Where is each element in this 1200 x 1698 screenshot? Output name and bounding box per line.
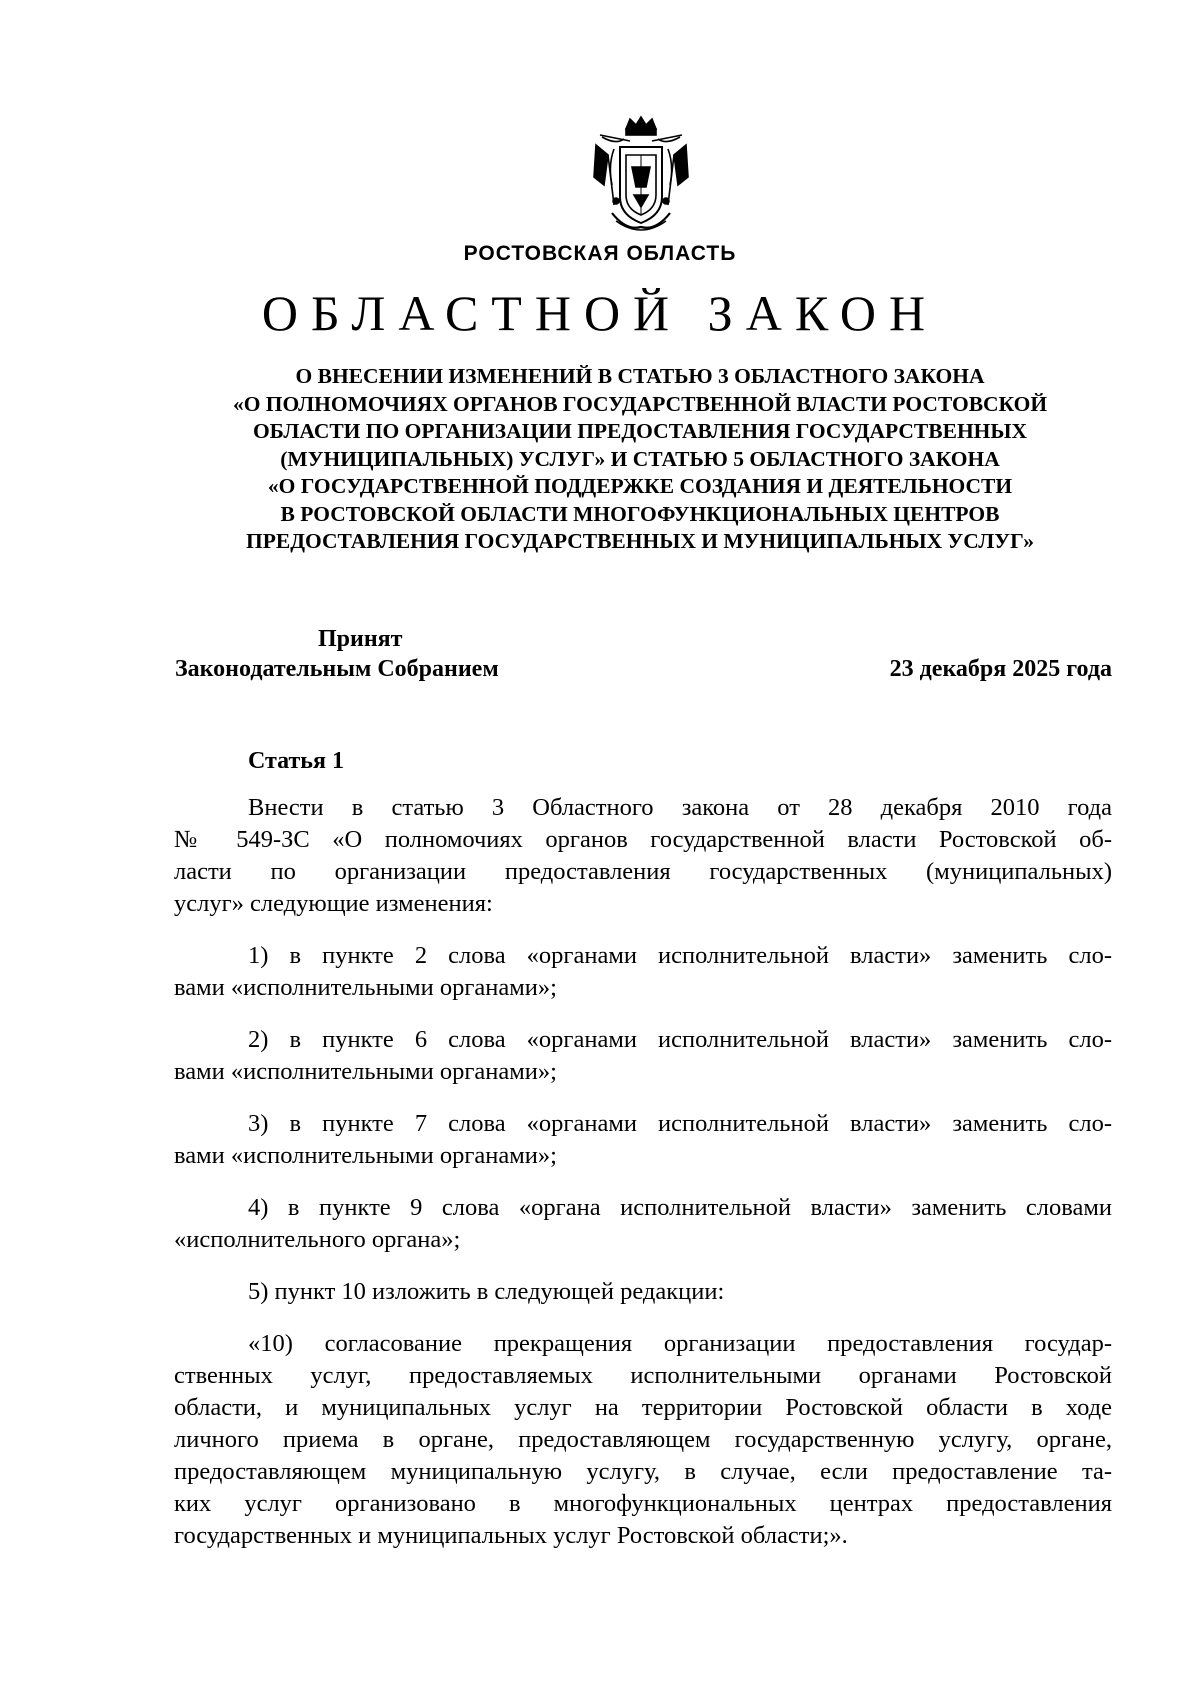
article-paragraph — [174, 940, 1112, 1004]
paragraph-line: 1) в пункте 2 слова «органами исполнительной власти» заменить сло- — [248, 942, 1112, 969]
paragraph-line: вами «исполнительными органами»; — [174, 974, 557, 1001]
paragraph-line: 4) в пункте 9 слова «органа исполнительной власти» заменить словами — [248, 1194, 1112, 1221]
article-heading: Статья 1 — [248, 748, 344, 774]
law-title-line: ПРЕДОСТАВЛЕНИЯ ГОСУДАРСТВЕННЫХ И МУНИЦИПАЛЬНЫХ УСЛУГ» — [246, 529, 1034, 553]
adoption-date: 23 декабря 2025 года — [889, 656, 1112, 682]
paragraph-line: предоставляющем муниципальную услугу, в случае, если предоставление та- — [174, 1458, 1112, 1485]
law-title-line: «О ПОЛНОМОЧИЯХ ОРГАНОВ ГОСУДАРСТВЕННОЙ ВЛАСТИ РОСТОВСКОЙ — [232, 391, 1048, 416]
law-title-line: (МУНИЦИПАЛЬНЫХ) УСЛУГ» И СТАТЬЮ 5 ОБЛАСТНОГО ЗАКОНА — [280, 446, 1000, 471]
paragraph-line: вами «исполнительными органами»; — [174, 1142, 557, 1169]
article-paragraph — [174, 1276, 1112, 1308]
region-name: РОСТОВСКАЯ ОБЛАСТЬ — [463, 242, 737, 265]
paragraph-line: 2) в пункте 6 слова «органами исполнительной власти» заменить сло- — [248, 1026, 1112, 1053]
law-title-line: В РОСТОВСКОЙ ОБЛАСТИ МНОГОФУНКЦИОНАЛЬНЫХ ЦЕНТРОВ — [280, 501, 1000, 526]
law-title-line: «О ГОСУДАРСТВЕННОЙ ПОДДЕРЖКЕ СОЗДАНИЯ И ДЕЯТЕЛЬНОСТИ — [267, 474, 1013, 498]
article-paragraph — [174, 1024, 1112, 1088]
document-type-title: ОБЛАСТНОЙ ЗАКОН — [261, 285, 939, 341]
paragraph-line: «10) согласование прекращения организации предоставления государ- — [248, 1330, 1112, 1357]
paragraph-line: области, и муниципальных услуг на территории Ростовской области в ходе — [174, 1394, 1112, 1421]
paragraph-line: услуг» следующие изменения: — [174, 890, 493, 917]
adopted-by: Законодательным Собранием — [175, 656, 499, 682]
law-title-line: О ВНЕСЕНИИ ИЗМЕНЕНИЙ В СТАТЬЮ 3 ОБЛАСТНОГО ЗАКОНА — [295, 364, 985, 388]
law-title — [170, 363, 1110, 556]
paragraph-line: «исполнительного органа»; — [174, 1226, 461, 1253]
paragraph-line: ласти по организации предоставления государственных (муниципальных) — [174, 858, 1112, 885]
coat-of-arms-emblem — [586, 115, 696, 239]
article-paragraph — [174, 1192, 1112, 1256]
law-title-line: ОБЛАСТИ ПО ОРГАНИЗАЦИИ ПРЕДОСТАВЛЕНИЯ ГОСУДАРСТВЕННЫХ — [252, 419, 1028, 443]
paragraph-line: ких услуг организовано в многофункциональных центрах предоставления — [174, 1490, 1112, 1517]
paragraph-line: 3) в пункте 7 слова «органами исполнительной власти» заменить сло- — [248, 1110, 1112, 1137]
paragraph-line: Внести в статью 3 Областного закона от 28 декабря 2010 года — [248, 794, 1112, 821]
paragraph-line: 5) пункт 10 изложить в следующей редакции: — [248, 1278, 725, 1305]
article-paragraph — [174, 1328, 1112, 1552]
article-body — [174, 792, 1112, 1572]
adopted-label: Принят — [318, 626, 403, 652]
paragraph-line: вами «исполнительными органами»; — [174, 1058, 557, 1085]
paragraph-line: личного приема в органе, предоставляющем государственную услугу, органе, — [174, 1426, 1112, 1453]
paragraph-line: государственных и муниципальных услуг Ростовской области;». — [174, 1522, 848, 1549]
paragraph-line: ственных услуг, предоставляемых исполнительными органами Ростовской — [174, 1362, 1112, 1389]
paragraph-line: № 549-ЗС «О полномочиях органов государственной власти Ростовской об- — [174, 826, 1112, 853]
article-paragraph — [174, 1108, 1112, 1172]
article-paragraph — [174, 792, 1112, 920]
